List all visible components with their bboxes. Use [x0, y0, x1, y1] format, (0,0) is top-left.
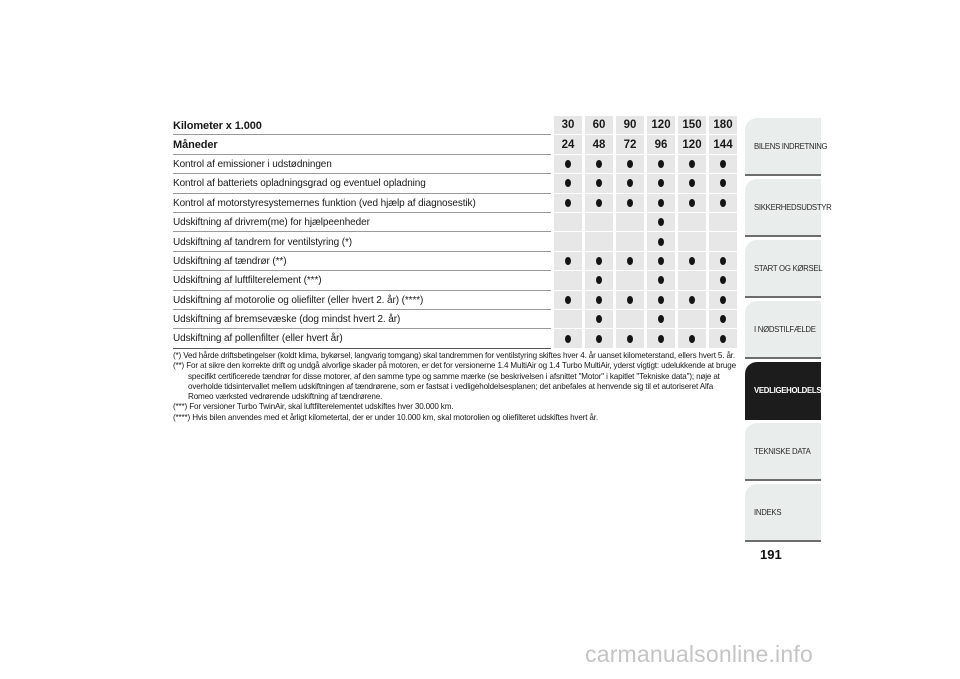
header-value: 24 [551, 135, 582, 154]
table-row [173, 194, 737, 213]
row-label: Kontrol af motorstyresystemernes funktion (ved hjælp af diagnosestik) [173, 194, 551, 213]
scheduled-dot-icon [658, 296, 664, 304]
scheduled-dot-icon [720, 335, 726, 343]
schedule-cell [706, 155, 737, 174]
header-value: 180 [706, 116, 737, 135]
row-label: Måneder [173, 135, 551, 154]
schedule-cell [551, 174, 582, 193]
schedule-cell [613, 310, 644, 329]
scheduled-dot-icon [658, 315, 664, 323]
schedule-cell [675, 155, 706, 174]
schedule-cell [706, 174, 737, 193]
schedule-cell [551, 310, 582, 329]
table-header-row [173, 135, 737, 154]
tab-i-nodstilfaelde[interactable] [745, 301, 821, 359]
schedule-cell [706, 329, 737, 348]
table-row [173, 252, 737, 271]
footnote-4: (****) Hvis bilen anvendes med et årligt kilometertal, der er under 10.000 km, skal motorolien og oliefilteret udskiftes hvert år. [173, 412, 598, 422]
table-row [173, 232, 737, 251]
schedule-cell [675, 291, 706, 310]
schedule-cell [551, 329, 582, 348]
schedule-cell [675, 310, 706, 329]
scheduled-dot-icon [627, 179, 633, 187]
scheduled-dot-icon [627, 199, 633, 207]
schedule-cell [613, 194, 644, 213]
schedule-cell [675, 329, 706, 348]
schedule-cell [675, 271, 706, 290]
header-value: 30 [551, 116, 582, 135]
schedule-cell [644, 155, 675, 174]
schedule-cell [675, 194, 706, 213]
row-label: Udskiftning af luftfilterelement (***) [173, 271, 551, 290]
schedule-cell [675, 252, 706, 271]
footnotes [173, 351, 736, 423]
scheduled-dot-icon [689, 335, 695, 343]
table-row [173, 155, 737, 174]
schedule-cell [706, 310, 737, 329]
schedule-cell [582, 213, 613, 232]
row-label: Udskiftning af motorolie og oliefilter (eller hvert 2. år) (****) [173, 291, 551, 310]
row-label: Udskiftning af bremsevæske (dog mindst hvert 2. år) [173, 310, 551, 329]
schedule-cell [582, 291, 613, 310]
schedule-cell [613, 232, 644, 251]
scheduled-dot-icon [596, 296, 602, 304]
schedule-cell [551, 271, 582, 290]
schedule-cell [644, 232, 675, 251]
scheduled-dot-icon [596, 199, 602, 207]
tab-label: SIKKERHEDSUDSTYR [754, 202, 832, 212]
table-row [173, 291, 737, 310]
schedule-cell [613, 252, 644, 271]
tab-vedligeholdelse[interactable] [745, 362, 827, 420]
schedule-cell [551, 194, 582, 213]
scheduled-dot-icon [720, 257, 726, 265]
tab-sikkerhedsudstyr[interactable] [745, 179, 832, 237]
scheduled-dot-icon [689, 257, 695, 265]
schedule-cell [613, 291, 644, 310]
scheduled-dot-icon [720, 296, 726, 304]
table-row [173, 271, 737, 290]
row-label: Udskiftning af pollenfilter (eller hvert år) [173, 329, 551, 348]
schedule-cell [613, 213, 644, 232]
row-label: Kilometer x 1.000 [173, 116, 551, 135]
scheduled-dot-icon [627, 160, 633, 168]
scheduled-dot-icon [689, 199, 695, 207]
schedule-cell [613, 174, 644, 193]
scheduled-dot-icon [596, 160, 602, 168]
schedule-cell [582, 329, 613, 348]
scheduled-dot-icon [596, 257, 602, 265]
page-number: 191 [760, 547, 782, 562]
scheduled-dot-icon [658, 160, 664, 168]
schedule-cell [613, 329, 644, 348]
row-label: Kontrol af batteriets opladningsgrad og eventuel opladning [173, 174, 551, 193]
schedule-cell [582, 194, 613, 213]
row-label: Udskiftning af tændrør (**) [173, 252, 551, 271]
schedule-cell [706, 194, 737, 213]
scheduled-dot-icon [565, 335, 571, 343]
scheduled-dot-icon [720, 179, 726, 187]
tab-start-og-korsel[interactable] [745, 240, 821, 298]
header-value: 90 [613, 116, 644, 135]
scheduled-dot-icon [720, 315, 726, 323]
tab-tekniske-data[interactable] [745, 423, 821, 481]
scheduled-dot-icon [596, 276, 602, 284]
tab-label: INDEKS [754, 507, 782, 517]
schedule-cell [613, 271, 644, 290]
header-value: 60 [582, 116, 613, 135]
scheduled-dot-icon [565, 160, 571, 168]
footnote-3: (***) For versioner Turbo TwinAir, skal luftfilterelementet udskiftes hver 30.000 km. [173, 402, 454, 412]
schedule-cell [582, 232, 613, 251]
schedule-cell [706, 252, 737, 271]
scheduled-dot-icon [565, 179, 571, 187]
header-value: 48 [582, 135, 613, 154]
scheduled-dot-icon [689, 296, 695, 304]
maintenance-table-body [173, 116, 737, 349]
maintenance-schedule-table [173, 116, 737, 349]
schedule-cell [613, 155, 644, 174]
schedule-cell [551, 252, 582, 271]
tab-label: BILENS INDRETNING [754, 141, 828, 151]
scheduled-dot-icon [627, 296, 633, 304]
row-label: Kontrol af emissioner i udstødningen [173, 155, 551, 174]
scheduled-dot-icon [720, 199, 726, 207]
table-row [173, 213, 737, 232]
row-label: Udskiftning af tandrem for ventilstyring (*) [173, 232, 551, 251]
scheduled-dot-icon [658, 335, 664, 343]
table-row [173, 174, 737, 193]
scheduled-dot-icon [658, 199, 664, 207]
schedule-cell [582, 174, 613, 193]
scheduled-dot-icon [627, 335, 633, 343]
scheduled-dot-icon [565, 199, 571, 207]
tab-indeks[interactable] [745, 484, 821, 542]
chapter-tabs [745, 118, 832, 545]
scheduled-dot-icon [658, 238, 664, 246]
schedule-cell [706, 232, 737, 251]
tab-label: START OG KØRSEL [754, 263, 823, 273]
schedule-cell [582, 252, 613, 271]
schedule-cell [582, 310, 613, 329]
tab-bilens-indretning[interactable] [745, 118, 828, 176]
scheduled-dot-icon [596, 315, 602, 323]
schedule-cell [644, 329, 675, 348]
schedule-cell [644, 194, 675, 213]
scheduled-dot-icon [658, 276, 664, 284]
header-value: 72 [613, 135, 644, 154]
tab-label: TEKNISKE DATA [754, 446, 811, 456]
scheduled-dot-icon [596, 179, 602, 187]
schedule-cell [706, 213, 737, 232]
schedule-cell [644, 291, 675, 310]
scheduled-dot-icon [720, 276, 726, 284]
header-value: 96 [644, 135, 675, 154]
schedule-cell [706, 271, 737, 290]
header-value: 150 [675, 116, 706, 135]
scheduled-dot-icon [565, 296, 571, 304]
table-header-row [173, 116, 737, 135]
scheduled-dot-icon [565, 257, 571, 265]
scheduled-dot-icon [658, 179, 664, 187]
header-value: 120 [675, 135, 706, 154]
footnote-2: (**) For at sikre den korrekte drift og undgå alvorlige skader på motoren, er det for versionerne 1.4 MultiAir og 1.4 Turbo MultiAir, yderst vigtigt: udelukkende at bruge specifikt certificerede tændrør for disse motorer, af den samme type og samme mærke (se beskrivelsen i afsnittet "Motor" i kapitlet "Tekniske data"); nøje at overholde tidsintervallet mellem udskiftningen af tændrørene, som er fastsat i vedligeholdelsesplanen; det anbefales at henvende sig til et autoriseret Alfa Romeo værksted vedrørende udskiftning af tændrørene. [173, 361, 736, 402]
tab-label: VEDLIGEHOLDELSE [754, 385, 827, 395]
table-row [173, 310, 737, 329]
footnote-1: (*) Ved hårde driftsbetingelser (koldt klima, bykørsel, langvarig tomgang) skal tandremmen for ventilstyring skiftes hver 4. år uanset kilometerstand, ellers hvert 5. år. [173, 351, 736, 360]
schedule-cell [551, 232, 582, 251]
schedule-cell [706, 291, 737, 310]
schedule-cell [582, 155, 613, 174]
schedule-cell [644, 271, 675, 290]
table-row [173, 329, 737, 348]
schedule-cell [644, 252, 675, 271]
schedule-cell [644, 310, 675, 329]
row-label: Udskiftning af drivrem(me) for hjælpeenheder [173, 213, 551, 232]
schedule-cell [582, 271, 613, 290]
scheduled-dot-icon [689, 160, 695, 168]
scheduled-dot-icon [689, 179, 695, 187]
scheduled-dot-icon [596, 335, 602, 343]
scheduled-dot-icon [658, 218, 664, 226]
schedule-cell [551, 155, 582, 174]
schedule-cell [644, 213, 675, 232]
watermark: carmanualsonline.info [585, 641, 813, 667]
scheduled-dot-icon [627, 257, 633, 265]
schedule-cell [675, 174, 706, 193]
schedule-cell [551, 291, 582, 310]
schedule-cell [675, 232, 706, 251]
schedule-cell [675, 213, 706, 232]
scheduled-dot-icon [658, 257, 664, 265]
scheduled-dot-icon [720, 160, 726, 168]
schedule-cell [551, 213, 582, 232]
schedule-cell [644, 174, 675, 193]
tab-label: I NØDSTILFÆLDE [754, 324, 816, 334]
header-value: 144 [706, 135, 737, 154]
header-value: 120 [644, 116, 675, 135]
